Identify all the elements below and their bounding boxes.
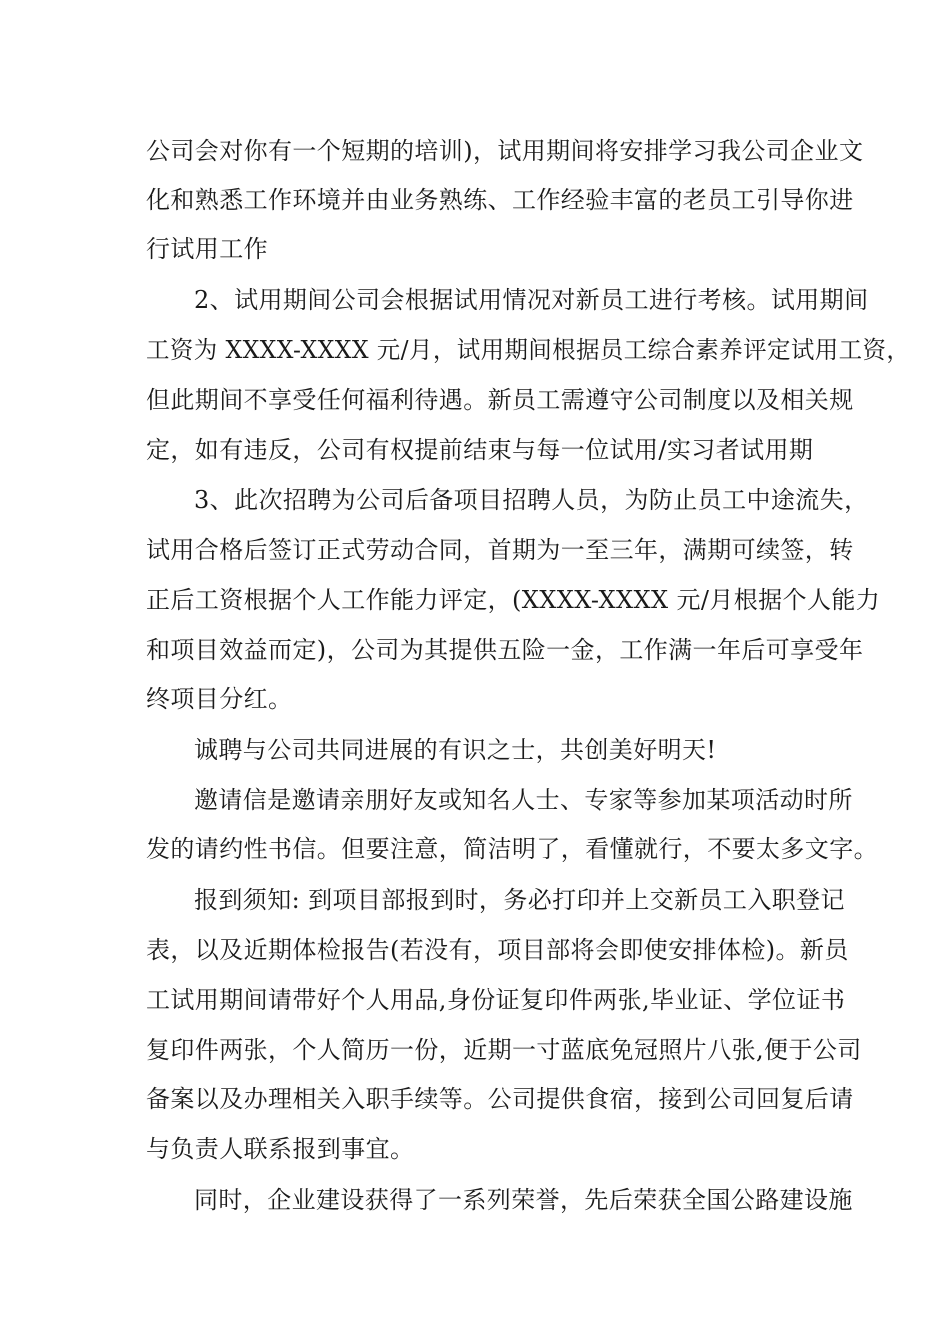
text-line: 终项目分红。 (146, 685, 293, 713)
text-line: 但此期间不享受任何福利待遇。新员工需遵守公司制度以及相关规 (146, 386, 854, 414)
text-line: 诚聘与公司共同进展的有识之士，共创美好明天! (194, 736, 717, 764)
text-line: 正后工资根据个人工作能力评定，(XXXX-XXXX 元/月根据个人能力 (146, 586, 881, 614)
text-line: 试用合格后签订正式劳动合同，首期为一至三年，满期可续签，转 (146, 536, 854, 564)
text-line: 邀请信是邀请亲朋好友或知名人士、专家等参加某项活动时所 (194, 786, 853, 814)
text-line: 表，以及近期体检报告(若没有，项目部将会即使安排体检)。新员 (146, 936, 849, 964)
text-line: 发的请约性书信。但要注意，简洁明了，看懂就行，不要太多文字。 (146, 835, 878, 863)
text-line: 行试用工作 (146, 235, 268, 263)
text-line: 3、此次招聘为公司后备项目招聘人员，为防止员工中途流失， (194, 486, 869, 514)
text-line: 与负责人联系报到事宜。 (146, 1135, 415, 1163)
text-line: 化和熟悉工作环境并由业务熟练、工作经验丰富的老员工引导你进 (146, 186, 854, 214)
text-line: 定，如有违反，公司有权提前结束与每一位试用/实习者试用期 (146, 436, 814, 464)
text-line: 工试用期间请带好个人用品,身份证复印件两张,毕业证、学位证书 (146, 986, 846, 1014)
text-line: 公司会对你有一个短期的培训)，试用期间将安排学习我公司企业文 (146, 137, 864, 165)
text-line: 和项目效益而定)，公司为其提供五险一金，工作满一年后可享受年 (146, 636, 864, 664)
text-line: 同时，企业建设获得了一系列荣誉，先后荣获全国公路建设施 (194, 1186, 853, 1214)
text-line: 复印件两张，个人简历一份，近期一寸蓝底免冠照片八张,便于公司 (146, 1036, 862, 1064)
text-line: 2、试用期间公司会根据试用情况对新员工进行考核。试用期间 (194, 286, 869, 314)
text-line: 报到须知: 到项目部报到时，务必打印并上交新员工入职登记 (194, 886, 845, 914)
text-line: 备案以及办理相关入职手续等。公司提供食宿，接到公司回复后请 (146, 1085, 854, 1113)
text-line: 工资为 XXXX-XXXX 元/月，试用期间根据员工综合素养评定试用工资， (146, 336, 911, 364)
